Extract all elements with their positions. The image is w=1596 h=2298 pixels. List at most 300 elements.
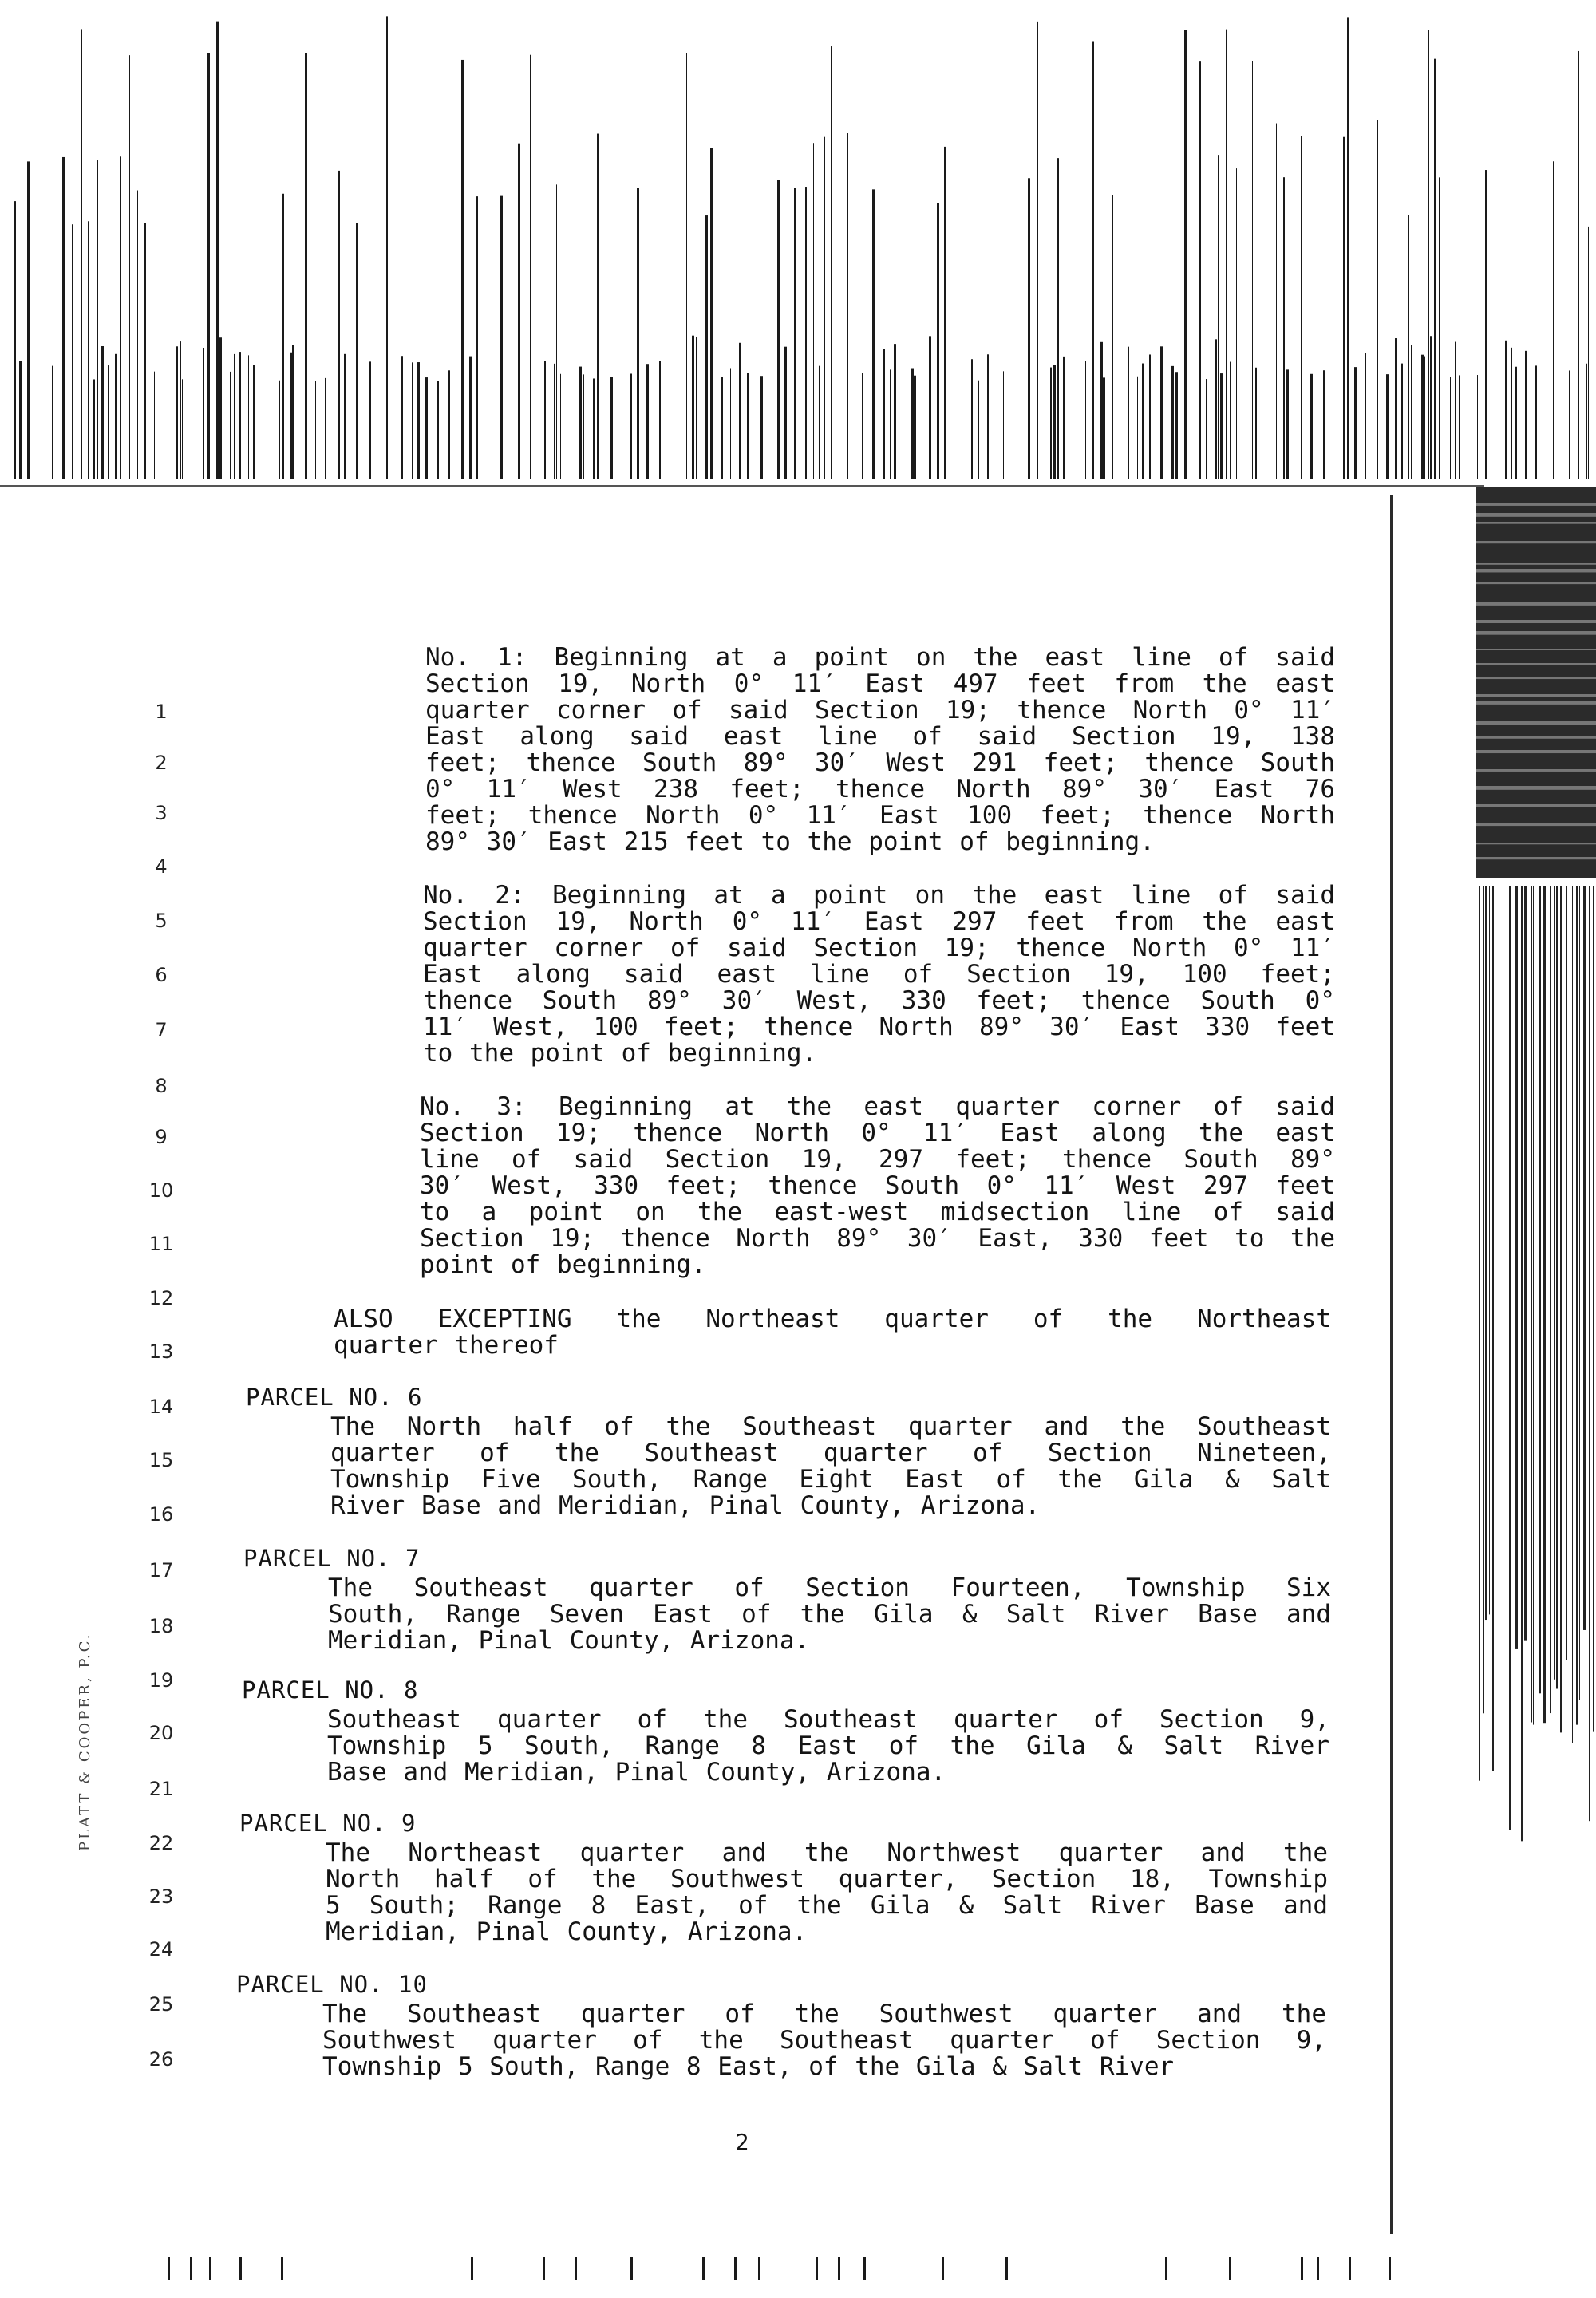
parcel-7-text: [328, 1575, 1331, 1654]
scan-bar: [556, 184, 557, 479]
scan-bar: [1576, 886, 1578, 1725]
scan-bar: [1199, 61, 1201, 479]
line-number: 22: [148, 1832, 174, 1854]
scan-streak: [1476, 582, 1596, 584]
text-line: No. 2: Beginning at a point on the east line of said: [423, 881, 1335, 910]
scan-bar: [1386, 374, 1389, 479]
scan-bar: [1215, 339, 1217, 479]
scan-bar: [1377, 120, 1378, 479]
scan-bar: [1430, 336, 1432, 479]
scan-bar: [824, 137, 825, 479]
text-line: to a point on the east-west midsection line of said: [420, 1198, 1335, 1226]
scan-bar: [207, 53, 210, 479]
page-number: 2: [735, 2129, 749, 2155]
scan-bar: [760, 376, 763, 479]
scan-bar: [1283, 177, 1285, 479]
scan-tick: [168, 2257, 170, 2280]
scan-bar: [315, 381, 316, 479]
scan-bar: [1539, 886, 1541, 1693]
text-line: Township 5 South, Range 8 East, of the Gila & Salt River: [322, 2052, 1175, 2081]
line-number: 7: [155, 1019, 168, 1041]
line-number: 11: [148, 1233, 174, 1255]
scan-tick: [702, 2257, 705, 2280]
scan-tick: [1389, 2257, 1391, 2280]
scan-streak: [1476, 513, 1596, 517]
text-line: Section 19, North 0° 11′ East 297 feet from the east: [423, 907, 1335, 936]
scan-tick: [190, 2257, 192, 2280]
scan-bar: [1310, 374, 1313, 479]
scan-bar: [203, 348, 204, 479]
scan-bar: [1485, 886, 1487, 1620]
scan-bar: [469, 357, 472, 479]
scan-bar: [93, 379, 95, 479]
scan-bar: [813, 143, 814, 479]
scan-bar: [1535, 365, 1537, 479]
scan-bar: [1586, 364, 1587, 479]
parcel-10-text: [322, 2001, 1326, 2080]
scan-tick: [942, 2257, 944, 2280]
line-number: 18: [148, 1615, 174, 1637]
scan-bar: [1553, 161, 1554, 479]
scan-bar: [1184, 30, 1187, 479]
text-line: to the point of beginning.: [423, 1039, 817, 1068]
text-line: 89° 30′ East 215 feet to the point of beginning.: [425, 827, 1155, 856]
scan-bar: [1226, 30, 1227, 479]
scan-bar: [27, 161, 30, 479]
scan-bar: [929, 336, 931, 479]
scan-bar: [1524, 886, 1527, 1641]
scan-bar: [182, 379, 183, 479]
scan-bar: [593, 378, 595, 479]
text-line: point of beginning.: [420, 1250, 706, 1279]
scan-bar: [1593, 886, 1594, 1732]
scan-artifact-right-strip: [1468, 487, 1596, 2003]
text-line: Southwest quarter of the Southeast quarter of Section 9,: [322, 2026, 1326, 2055]
scan-bar: [1459, 375, 1460, 479]
scan-bar: [338, 171, 340, 479]
scan-bar: [1583, 886, 1586, 1630]
scan-bar: [14, 201, 16, 479]
scan-bar: [1365, 353, 1366, 479]
scan-streak: [1476, 843, 1596, 844]
scan-bar: [386, 16, 388, 479]
scan-bar: [1050, 368, 1052, 479]
line-number: 19: [148, 1669, 174, 1692]
scan-bar: [500, 196, 503, 479]
parcel-7-heading: PARCEL NO. 7: [243, 1545, 421, 1572]
scan-bar: [292, 345, 294, 479]
scan-tick: [734, 2257, 737, 2280]
scan-bar: [97, 160, 98, 479]
scan-bar: [1509, 886, 1511, 1830]
scan-bar: [637, 188, 639, 479]
scan-bar: [1543, 886, 1546, 1723]
scan-bar: [1230, 362, 1231, 479]
scan-artifact-vertical-rule: [1390, 495, 1393, 2234]
scan-streak: [1476, 631, 1596, 635]
scan-tick: [575, 2257, 577, 2280]
line-number: 25: [148, 1993, 174, 2016]
scan-artifact-horizontal-rule: [0, 485, 1484, 487]
text-line: 11′ West, 100 feet; thence North 89° 30′ East 330 feet: [423, 1013, 1335, 1041]
scan-bar: [560, 374, 561, 479]
text-line: feet; thence South 89° 30′ West 291 feet; thence South: [425, 748, 1335, 777]
text-line: 5 South; Range 8 East, of the Gila & Salt River Base and: [326, 1891, 1328, 1920]
scan-bar: [1236, 168, 1237, 479]
scan-streak: [1476, 823, 1596, 826]
text-line: quarter corner of said Section 19; thence North 0° 11′: [423, 934, 1335, 962]
scan-bar: [1171, 366, 1174, 479]
scan-bar: [1455, 342, 1456, 479]
scan-streak: [1476, 563, 1596, 565]
scan-streak: [1476, 569, 1596, 572]
scan-bar: [1085, 361, 1086, 479]
text-line: Section 19; thence North 0° 11′ East along the east: [420, 1119, 1335, 1147]
scan-bar: [72, 224, 73, 479]
scan-streak: [1476, 663, 1596, 665]
scan-bar: [356, 223, 358, 479]
scan-streak: [1476, 649, 1596, 650]
scan-streak: [1476, 786, 1596, 790]
scan-bar: [1566, 886, 1567, 1660]
scan-bar: [19, 361, 22, 479]
scan-bar: [518, 144, 520, 479]
scan-tick: [758, 2257, 760, 2280]
subparcel-3-text: [420, 1094, 1335, 1278]
scan-bar: [1439, 177, 1440, 479]
scan-bar: [1505, 341, 1507, 479]
scan-bar: [730, 368, 731, 479]
scan-bar: [1354, 367, 1357, 479]
scan-bar: [1411, 345, 1412, 479]
scan-bar: [234, 354, 235, 479]
scan-bar: [819, 366, 820, 479]
scan-bar: [646, 364, 649, 479]
line-number: 6: [155, 964, 168, 986]
scan-bar: [1483, 886, 1484, 1713]
scan-bar: [417, 362, 420, 479]
scan-bar: [144, 223, 146, 479]
parcel-10-heading: PARCEL NO. 10: [236, 1971, 428, 1998]
scan-bar: [1160, 346, 1163, 479]
line-number: 21: [148, 1778, 174, 1800]
scan-streak: [1476, 701, 1596, 705]
scan-tick: [816, 2257, 818, 2280]
line-number: 9: [155, 1126, 168, 1148]
scan-bar: [129, 55, 130, 479]
line-number: 13: [148, 1340, 174, 1363]
scan-bar: [1550, 886, 1551, 1713]
scan-tick: [1229, 2257, 1231, 2280]
scan-bar: [890, 369, 891, 479]
scan-bar: [579, 367, 582, 479]
text-line: Base and Meridian, Pinal County, Arizona.: [327, 1758, 946, 1787]
scan-bar: [1578, 51, 1579, 479]
also-excepting-text: [334, 1306, 1331, 1359]
text-line: No. 1: Beginning at a point on the east line of said: [425, 643, 1335, 672]
line-number: 24: [148, 1938, 174, 1960]
parcel-8-heading: PARCEL NO. 8: [242, 1676, 419, 1704]
text-line: Meridian, Pinal County, Arizona.: [326, 1917, 808, 1946]
scan-bar: [1401, 364, 1403, 479]
scan-bar: [239, 352, 241, 479]
scan-bar: [862, 373, 863, 479]
text-line: 30′ West, 330 feet; thence South 0° 11′ West 297 feet: [420, 1171, 1335, 1200]
scan-tick: [630, 2257, 633, 2280]
scan-bar: [971, 359, 973, 479]
text-line: East along said east line of said Section 19, 138: [425, 722, 1335, 751]
text-line: thence South 89° 30′ West, 330 feet; thence South 0°: [423, 986, 1335, 1015]
line-number: 15: [148, 1449, 174, 1471]
scan-bar: [1255, 368, 1257, 479]
scan-bar: [1531, 886, 1532, 1722]
scan-bar: [1252, 61, 1253, 479]
subparcel-1-text: [425, 645, 1335, 855]
scan-bar: [1424, 357, 1425, 479]
scan-bar: [1395, 338, 1396, 479]
scan-bar: [1515, 367, 1517, 479]
scan-tick: [1165, 2257, 1167, 2280]
parcel-6-text: [330, 1414, 1331, 1519]
scan-bar: [1142, 364, 1144, 479]
scan-bar: [747, 373, 749, 479]
scan-bar: [448, 370, 450, 479]
text-line: Meridian, Pinal County, Arizona.: [328, 1626, 810, 1655]
line-number: 14: [148, 1396, 174, 1418]
line-number: 26: [148, 2048, 174, 2071]
scan-streak: [1476, 804, 1596, 807]
text-line: East along said east line of Section 19, 100 feet;: [423, 960, 1335, 989]
line-number: 2: [155, 752, 168, 774]
scan-bar: [1572, 886, 1573, 1743]
scan-bar: [437, 381, 439, 479]
line-number: 3: [155, 802, 168, 824]
scan-streak: [1476, 522, 1596, 524]
parcel-9-heading: PARCEL NO. 9: [239, 1810, 417, 1837]
scan-tick: [1317, 2257, 1319, 2280]
scan-streak: [1476, 541, 1596, 543]
scan-bar: [219, 337, 222, 479]
scan-streak: [1476, 769, 1596, 772]
text-line: Township 5 South, Range 8 East of the Gila & Salt River: [327, 1731, 1329, 1760]
scan-bar: [937, 203, 939, 479]
scan-bar: [944, 147, 946, 479]
subparcel-2-text: [423, 882, 1335, 1067]
scan-bar: [1511, 348, 1512, 479]
scan-streak: [1476, 503, 1596, 506]
scan-artifact-top-bars: [0, 0, 1596, 495]
scan-bar: [412, 362, 413, 479]
line-number: 1: [155, 701, 168, 723]
scan-bar: [659, 361, 661, 479]
scan-bar: [831, 46, 832, 479]
scan-tick: [1301, 2257, 1303, 2280]
scan-bar: [101, 346, 104, 479]
scan-bar: [1485, 170, 1487, 479]
scan-bar: [1276, 124, 1277, 479]
scan-bar: [1589, 886, 1590, 1821]
scan-bar: [1428, 30, 1429, 479]
scan-bar: [1053, 365, 1056, 479]
scan-bar: [461, 60, 464, 479]
line-number: 5: [155, 910, 168, 932]
scan-bar: [1028, 178, 1030, 479]
text-line: Southeast quarter of the Southeast quarter of Section 9,: [327, 1705, 1329, 1734]
scan-bar: [282, 194, 284, 479]
scan-bar: [1489, 886, 1490, 1614]
scan-tick: [471, 2257, 473, 2280]
scan-bar: [1556, 886, 1558, 1688]
scan-tick: [838, 2257, 840, 2280]
scan-bar: [88, 221, 89, 479]
scan-tick: [1005, 2257, 1008, 2280]
scan-bar: [710, 148, 713, 479]
parcel-9-text: [326, 1840, 1328, 1945]
line-number: 4: [155, 855, 168, 878]
scan-bar: [1421, 355, 1424, 479]
scan-bar: [686, 53, 687, 479]
text-line: South, Range Seven East of the Gila & Salt River Base and: [328, 1600, 1331, 1629]
scan-bar: [1579, 886, 1580, 1700]
side-stamp: PLATT & COOPER, P.C.: [77, 1632, 93, 1851]
text-line: Section 19, North 0° 11′ East 497 feet from the east: [425, 669, 1335, 698]
text-line: The Southeast quarter of the Southwest quarter and the: [322, 2000, 1326, 2028]
scan-tick: [209, 2257, 211, 2280]
scan-bar: [1037, 22, 1038, 479]
line-number: 20: [148, 1722, 174, 1744]
scan-tick: [1349, 2257, 1351, 2280]
text-line: The North half of the Southeast quarter and the Southeast: [330, 1412, 1331, 1441]
scan-bar: [1057, 158, 1059, 479]
scan-bar: [62, 157, 65, 479]
scan-bar: [1149, 354, 1151, 479]
text-line: The Northeast quarter and the Northwest quarter and the: [326, 1838, 1328, 1867]
scan-bar: [1137, 377, 1138, 479]
scan-bar: [530, 55, 531, 479]
scan-bar: [290, 353, 292, 479]
scan-streak: [1476, 750, 1596, 753]
scan-bar: [1477, 375, 1478, 479]
scan-bar: [847, 133, 848, 479]
line-number: 12: [148, 1287, 174, 1309]
scan-tick: [543, 2257, 545, 2280]
scan-bar: [987, 354, 989, 479]
scan-bar: [1343, 137, 1345, 479]
text-line: line of said Section 19, 297 feet; thence South 89°: [420, 1145, 1335, 1174]
scan-bar: [344, 354, 346, 479]
scan-bar: [1063, 357, 1065, 479]
scan-bar: [894, 344, 896, 479]
text-line: North half of the Southwest quarter, Section 18, Township: [326, 1865, 1328, 1893]
scan-bar: [1347, 17, 1349, 479]
scan-bar: [872, 189, 875, 479]
scan-bar: [1301, 136, 1302, 479]
scan-bar: [1569, 370, 1570, 479]
line-number: 23: [148, 1885, 174, 1908]
scan-bar: [425, 377, 428, 479]
scan-bar: [1450, 377, 1451, 479]
scan-bar: [120, 156, 121, 479]
line-number: 17: [148, 1559, 174, 1581]
scan-bar: [705, 215, 708, 479]
line-number: 16: [148, 1503, 174, 1526]
scan-bar: [369, 361, 371, 479]
scan-streak: [1476, 602, 1596, 606]
scan-bar: [401, 356, 403, 479]
scan-bar: [1560, 886, 1562, 1732]
scan-bar: [739, 343, 741, 479]
scan-bar: [137, 191, 138, 479]
scan-bar: [610, 377, 613, 479]
scan-bar: [544, 361, 546, 479]
line-number: 10: [148, 1179, 174, 1202]
scan-bar: [1533, 886, 1534, 1725]
scan-bar: [176, 346, 178, 479]
scan-bar: [597, 134, 599, 479]
text-line: River Base and Meridian, Pinal County, Arizona.: [330, 1491, 1041, 1520]
scan-bar: [154, 372, 155, 479]
scan-bar: [52, 366, 53, 479]
scan-bar: [1521, 886, 1523, 1841]
scan-bar: [325, 378, 326, 479]
scan-streak: [1476, 694, 1596, 697]
parcel-6-heading: PARCEL NO. 6: [246, 1384, 423, 1411]
scan-bar: [1218, 155, 1219, 479]
text-line: quarter thereof: [334, 1331, 559, 1360]
scan-bar: [1128, 347, 1129, 479]
scan-bar: [108, 365, 109, 479]
scan-bar: [476, 196, 478, 479]
scan-streak: [1476, 857, 1596, 859]
scan-bar: [1554, 886, 1555, 1680]
scan-bar: [1434, 59, 1436, 479]
scan-streak: [1476, 677, 1596, 679]
text-line: No. 3: Beginning at the east quarter corner of said: [420, 1092, 1335, 1121]
scan-bar: [1092, 42, 1094, 479]
scan-bar: [1515, 886, 1518, 1649]
scan-streak: [1476, 620, 1596, 623]
scan-artifact-bottom-ticks: [0, 2242, 1596, 2290]
scan-bar: [305, 53, 307, 479]
scan-bar: [978, 381, 979, 479]
scan-bar: [81, 29, 82, 479]
scan-tick: [863, 2257, 866, 2280]
scan-streak: [1476, 721, 1596, 725]
text-line: quarter corner of said Section 19; thence North 0° 11′: [425, 696, 1335, 725]
scan-bar: [1112, 195, 1113, 479]
scan-bar: [1588, 227, 1589, 479]
scan-bar: [777, 180, 780, 479]
scan-bar: [554, 364, 555, 479]
scan-bar: [1408, 215, 1409, 479]
text-line: ALSO EXCEPTING the Northeast quarter of the Northeast: [334, 1305, 1331, 1333]
scan-bar: [248, 355, 249, 479]
scan-bar: [784, 347, 787, 479]
scan-bar: [216, 22, 219, 479]
scan-bar: [721, 377, 723, 479]
scan-bar: [630, 373, 632, 479]
scan-bar: [1323, 370, 1325, 479]
scan-bar: [1003, 371, 1004, 479]
scan-bar: [1492, 886, 1494, 1771]
text-line: Section 19; thence North 89° 30′ East, 330 feet to the: [420, 1224, 1335, 1253]
text-line: 0° 11′ West 238 feet; thence North 89° 30′ East 76: [425, 775, 1335, 804]
scan-bar: [794, 188, 796, 479]
scan-bar: [115, 354, 117, 479]
scan-bar: [1479, 886, 1480, 1781]
scan-bar: [911, 369, 914, 479]
scan-bar: [279, 381, 280, 479]
